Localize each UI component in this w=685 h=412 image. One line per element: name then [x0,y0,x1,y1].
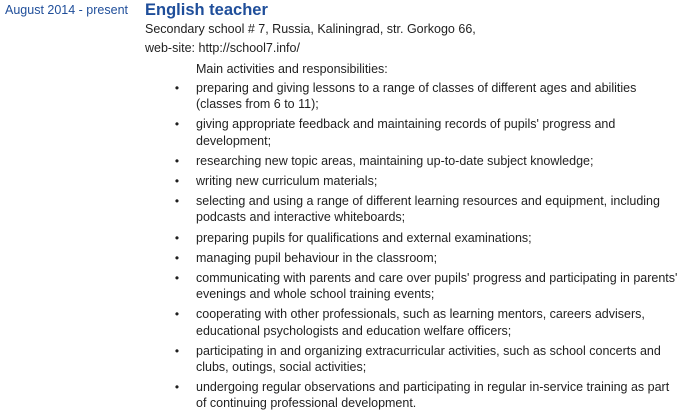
bullet-icon: • [174,81,180,95]
duty-text: undergoing regular observations and participating in regular in-service training as part of continuing professional development. [196,380,670,411]
duty-item [174,80,683,112]
job-entry [145,0,683,412]
duty-item [174,379,683,411]
duty-text: cooperating with other professionals, such as learning mentors, careers advisers, educational psychologists and education welfare officers; [196,307,645,338]
job-title: English teacher [145,1,268,19]
duty-item [174,173,683,189]
bullet-icon: • [174,174,180,189]
duty-item [174,153,683,169]
bullet-icon: • [174,380,180,395]
employer-website: web-site: http://school7.info/ [145,41,300,55]
bullet-icon: • [174,343,180,358]
bullet-icon: • [174,250,180,265]
duty-text: giving appropriate feedback and maintaining records of pupils' progress and development; [196,117,616,148]
duty-item [174,270,683,302]
bullet-icon: • [174,194,180,209]
activities-heading: Main activities and responsibilities: [196,62,388,76]
duty-text: preparing pupils for qualifications and external examinations; [196,230,532,245]
bullet-icon: • [174,117,180,132]
bullet-icon: • [174,153,180,168]
duties-list [174,80,683,412]
duty-item [174,250,683,266]
employer-address: Secondary school # 7, Russia, Kaliningrad, str. Gorkogo 66, [145,22,476,36]
duty-text: managing pupil behaviour in the classroom; [196,250,438,265]
date-range: August 2014 - present [5,3,128,17]
duty-text: participating in and organizing extracurricular activities, such as school concerts and clubs, outings, social activities; [196,343,661,375]
activities-section [174,61,683,412]
duty-text: communicating with parents and care over pupils' progress and participating in parents' evenings and whole school training events; [196,271,678,302]
duty-text: preparing and giving lessons to a range of classes of different ages and abilities (classes from 6 to 11); [196,81,637,112]
duty-item [174,193,683,225]
bullet-icon: • [174,271,180,286]
duty-item [174,116,683,148]
bullet-icon: • [174,307,180,322]
bullet-icon: • [174,230,180,245]
duty-item [174,343,683,375]
duty-item [174,306,683,338]
duty-item [174,230,683,246]
duty-text: selecting and using a range of different learning resources and equipment, including podcasts and interactive whiteboards; [196,194,660,225]
duty-text: researching new topic areas, maintaining up-to-date subject knowledge; [196,153,594,168]
duty-text: writing new curriculum materials; [196,174,378,189]
